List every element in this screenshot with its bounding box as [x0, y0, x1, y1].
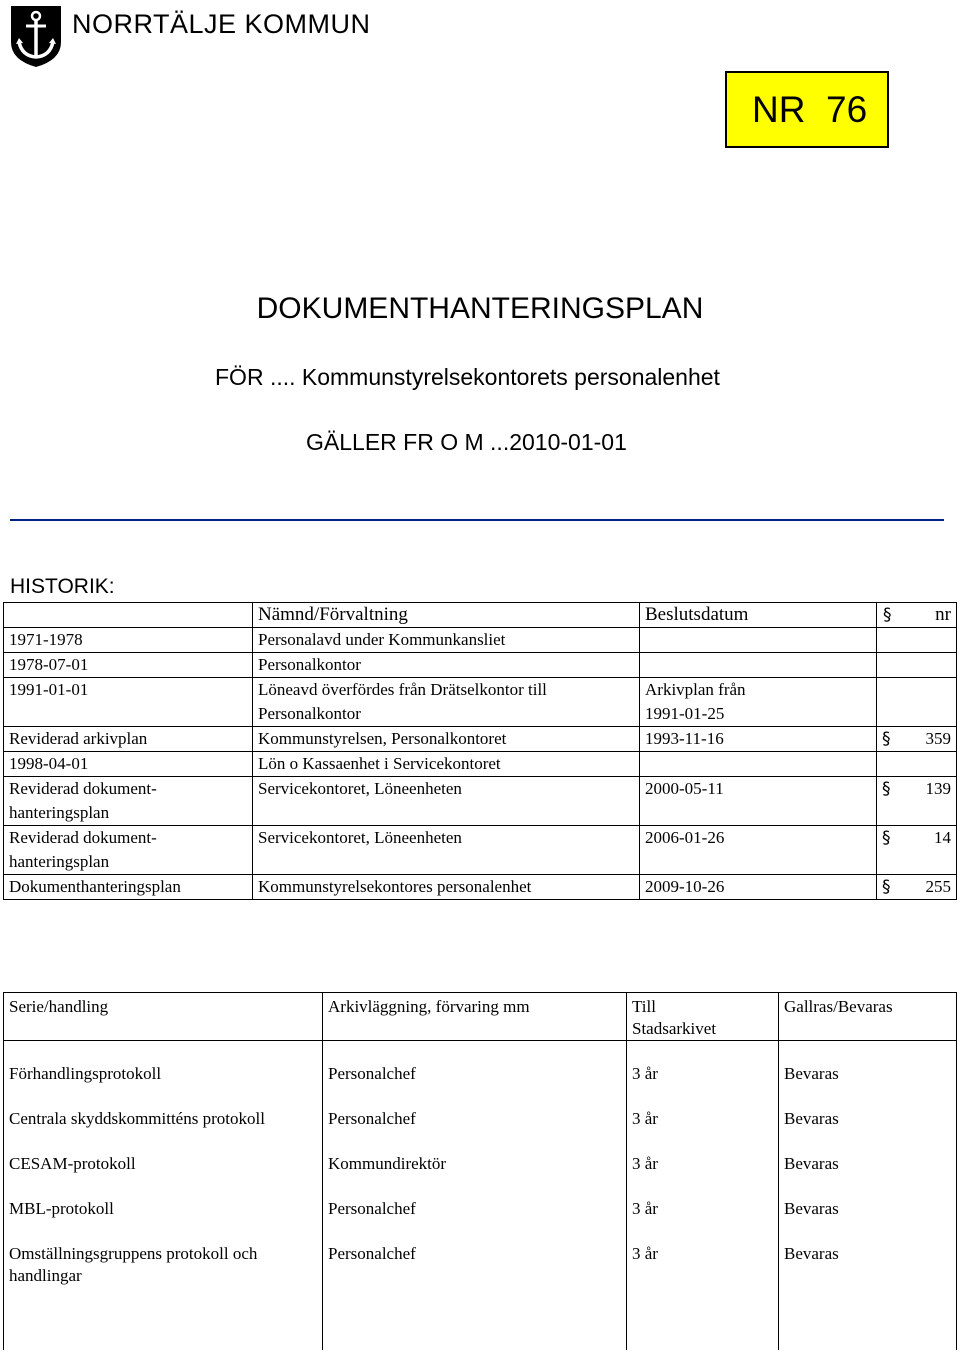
cell: § 255	[877, 875, 957, 900]
cell	[877, 752, 957, 777]
historik-table	[3, 602, 957, 900]
cell: Bevaras	[779, 1221, 957, 1288]
cell: Personalchef	[323, 1041, 627, 1087]
cell: Servicekontoret, Löneenheten	[253, 777, 640, 826]
cell: 3 år	[627, 1041, 779, 1087]
valid-from-line: GÄLLER FR O M ...2010-01-01	[306, 429, 627, 455]
table-row	[4, 826, 957, 875]
cell	[640, 628, 877, 653]
cell: Omställningsgruppens protokoll och handlingar	[4, 1221, 323, 1288]
table-row	[4, 752, 957, 777]
cell: 2009-10-26	[640, 875, 877, 900]
anchor-shield-icon	[8, 4, 64, 68]
cell: 1971-1978	[4, 628, 253, 653]
table-header-row	[4, 603, 957, 628]
cell: CESAM-protokoll	[4, 1131, 323, 1176]
org-name: NORRTÄLJE KOMMUN	[72, 9, 371, 39]
cell: Arkivplan från 1991-01-25	[640, 678, 877, 727]
for-line: FÖR .... Kommunstyrelsekontorets personalenhet	[215, 364, 720, 390]
cell	[640, 752, 877, 777]
table-filler-row	[4, 1288, 957, 1350]
cell: Personalkontor	[253, 653, 640, 678]
cell: Bevaras	[779, 1176, 957, 1221]
table-row	[4, 727, 957, 752]
cell	[877, 628, 957, 653]
cell: Kommunstyrelsen, Personalkontoret	[253, 727, 640, 752]
cell: 3 år	[627, 1221, 779, 1288]
cell: 3 år	[627, 1131, 779, 1176]
historik-label: HISTORIK:	[10, 575, 115, 598]
cell: Dokumenthanteringsplan	[4, 875, 253, 900]
header-cell	[4, 603, 253, 628]
cell: Personalchef	[323, 1086, 627, 1131]
table-row	[4, 1131, 957, 1176]
cell: Personalavd under Kommunkansliet	[253, 628, 640, 653]
header-cell: Serie/handling	[4, 993, 323, 1041]
cell: Lön o Kassaenhet i Servicekontoret	[253, 752, 640, 777]
cell: Personalchef	[323, 1221, 627, 1288]
cell: § 14	[877, 826, 957, 875]
cell: § 359	[877, 727, 957, 752]
table-row	[4, 1221, 957, 1288]
cell: 1998-04-01	[4, 752, 253, 777]
table-header-row	[4, 993, 957, 1041]
table-row	[4, 1176, 957, 1221]
paragraph-icon: §	[882, 729, 891, 749]
cell: Bevaras	[779, 1041, 957, 1087]
serie-table	[3, 992, 957, 1350]
cell: Bevaras	[779, 1131, 957, 1176]
table-row	[4, 875, 957, 900]
cell	[877, 653, 957, 678]
cell: Förhandlingsprotokoll	[4, 1041, 323, 1087]
paragraph-icon: §	[882, 828, 891, 848]
header-cell: Arkivläggning, förvaring mm	[323, 993, 627, 1041]
cell	[877, 678, 957, 727]
cell: 1991-01-01	[4, 678, 253, 727]
cell: Reviderad dokument- hanteringsplan	[4, 777, 253, 826]
cell: Reviderad arkivplan	[4, 727, 253, 752]
paragraph-icon: §	[883, 605, 892, 625]
cell: 1978-07-01	[4, 653, 253, 678]
cell: § 139	[877, 777, 957, 826]
cell: Kommunstyrelsekontores personalenhet	[253, 875, 640, 900]
cell: MBL-protokoll	[4, 1176, 323, 1221]
cell: Centrala skyddskommitténs protokoll	[4, 1086, 323, 1131]
divider	[10, 519, 944, 521]
nr-badge: NR 76	[725, 71, 889, 148]
cell	[640, 653, 877, 678]
table-row	[4, 653, 957, 678]
table-row	[4, 628, 957, 653]
cell: 2006-01-26	[640, 826, 877, 875]
page-title: DOKUMENTHANTERINGSPLAN	[256, 292, 704, 325]
table-row	[4, 1086, 957, 1131]
cell: Reviderad dokument- hanteringsplan	[4, 826, 253, 875]
table-row	[4, 678, 957, 727]
paragraph-icon: §	[882, 779, 891, 799]
cell: Servicekontoret, Löneenheten	[253, 826, 640, 875]
header-cell: Nämnd/Förvaltning	[253, 603, 640, 628]
cell: 3 år	[627, 1086, 779, 1131]
cell: Personalchef	[323, 1176, 627, 1221]
header-cell: § nr	[877, 603, 957, 628]
cell: Löneavd överfördes från Drätselkontor till Personalkontor	[253, 678, 640, 727]
header-cell: Beslutsdatum	[640, 603, 877, 628]
cell: Kommundirektör	[323, 1131, 627, 1176]
cell: 2000-05-11	[640, 777, 877, 826]
header-cell: Till Stadsarkivet	[627, 993, 779, 1041]
table-row	[4, 777, 957, 826]
header-cell: Gallras/Bevaras	[779, 993, 957, 1041]
cell: 1993-11-16	[640, 727, 877, 752]
paragraph-icon: §	[882, 877, 891, 897]
cell: Bevaras	[779, 1086, 957, 1131]
header-logo	[8, 4, 371, 68]
cell: 3 år	[627, 1176, 779, 1221]
table-row	[4, 1041, 957, 1087]
